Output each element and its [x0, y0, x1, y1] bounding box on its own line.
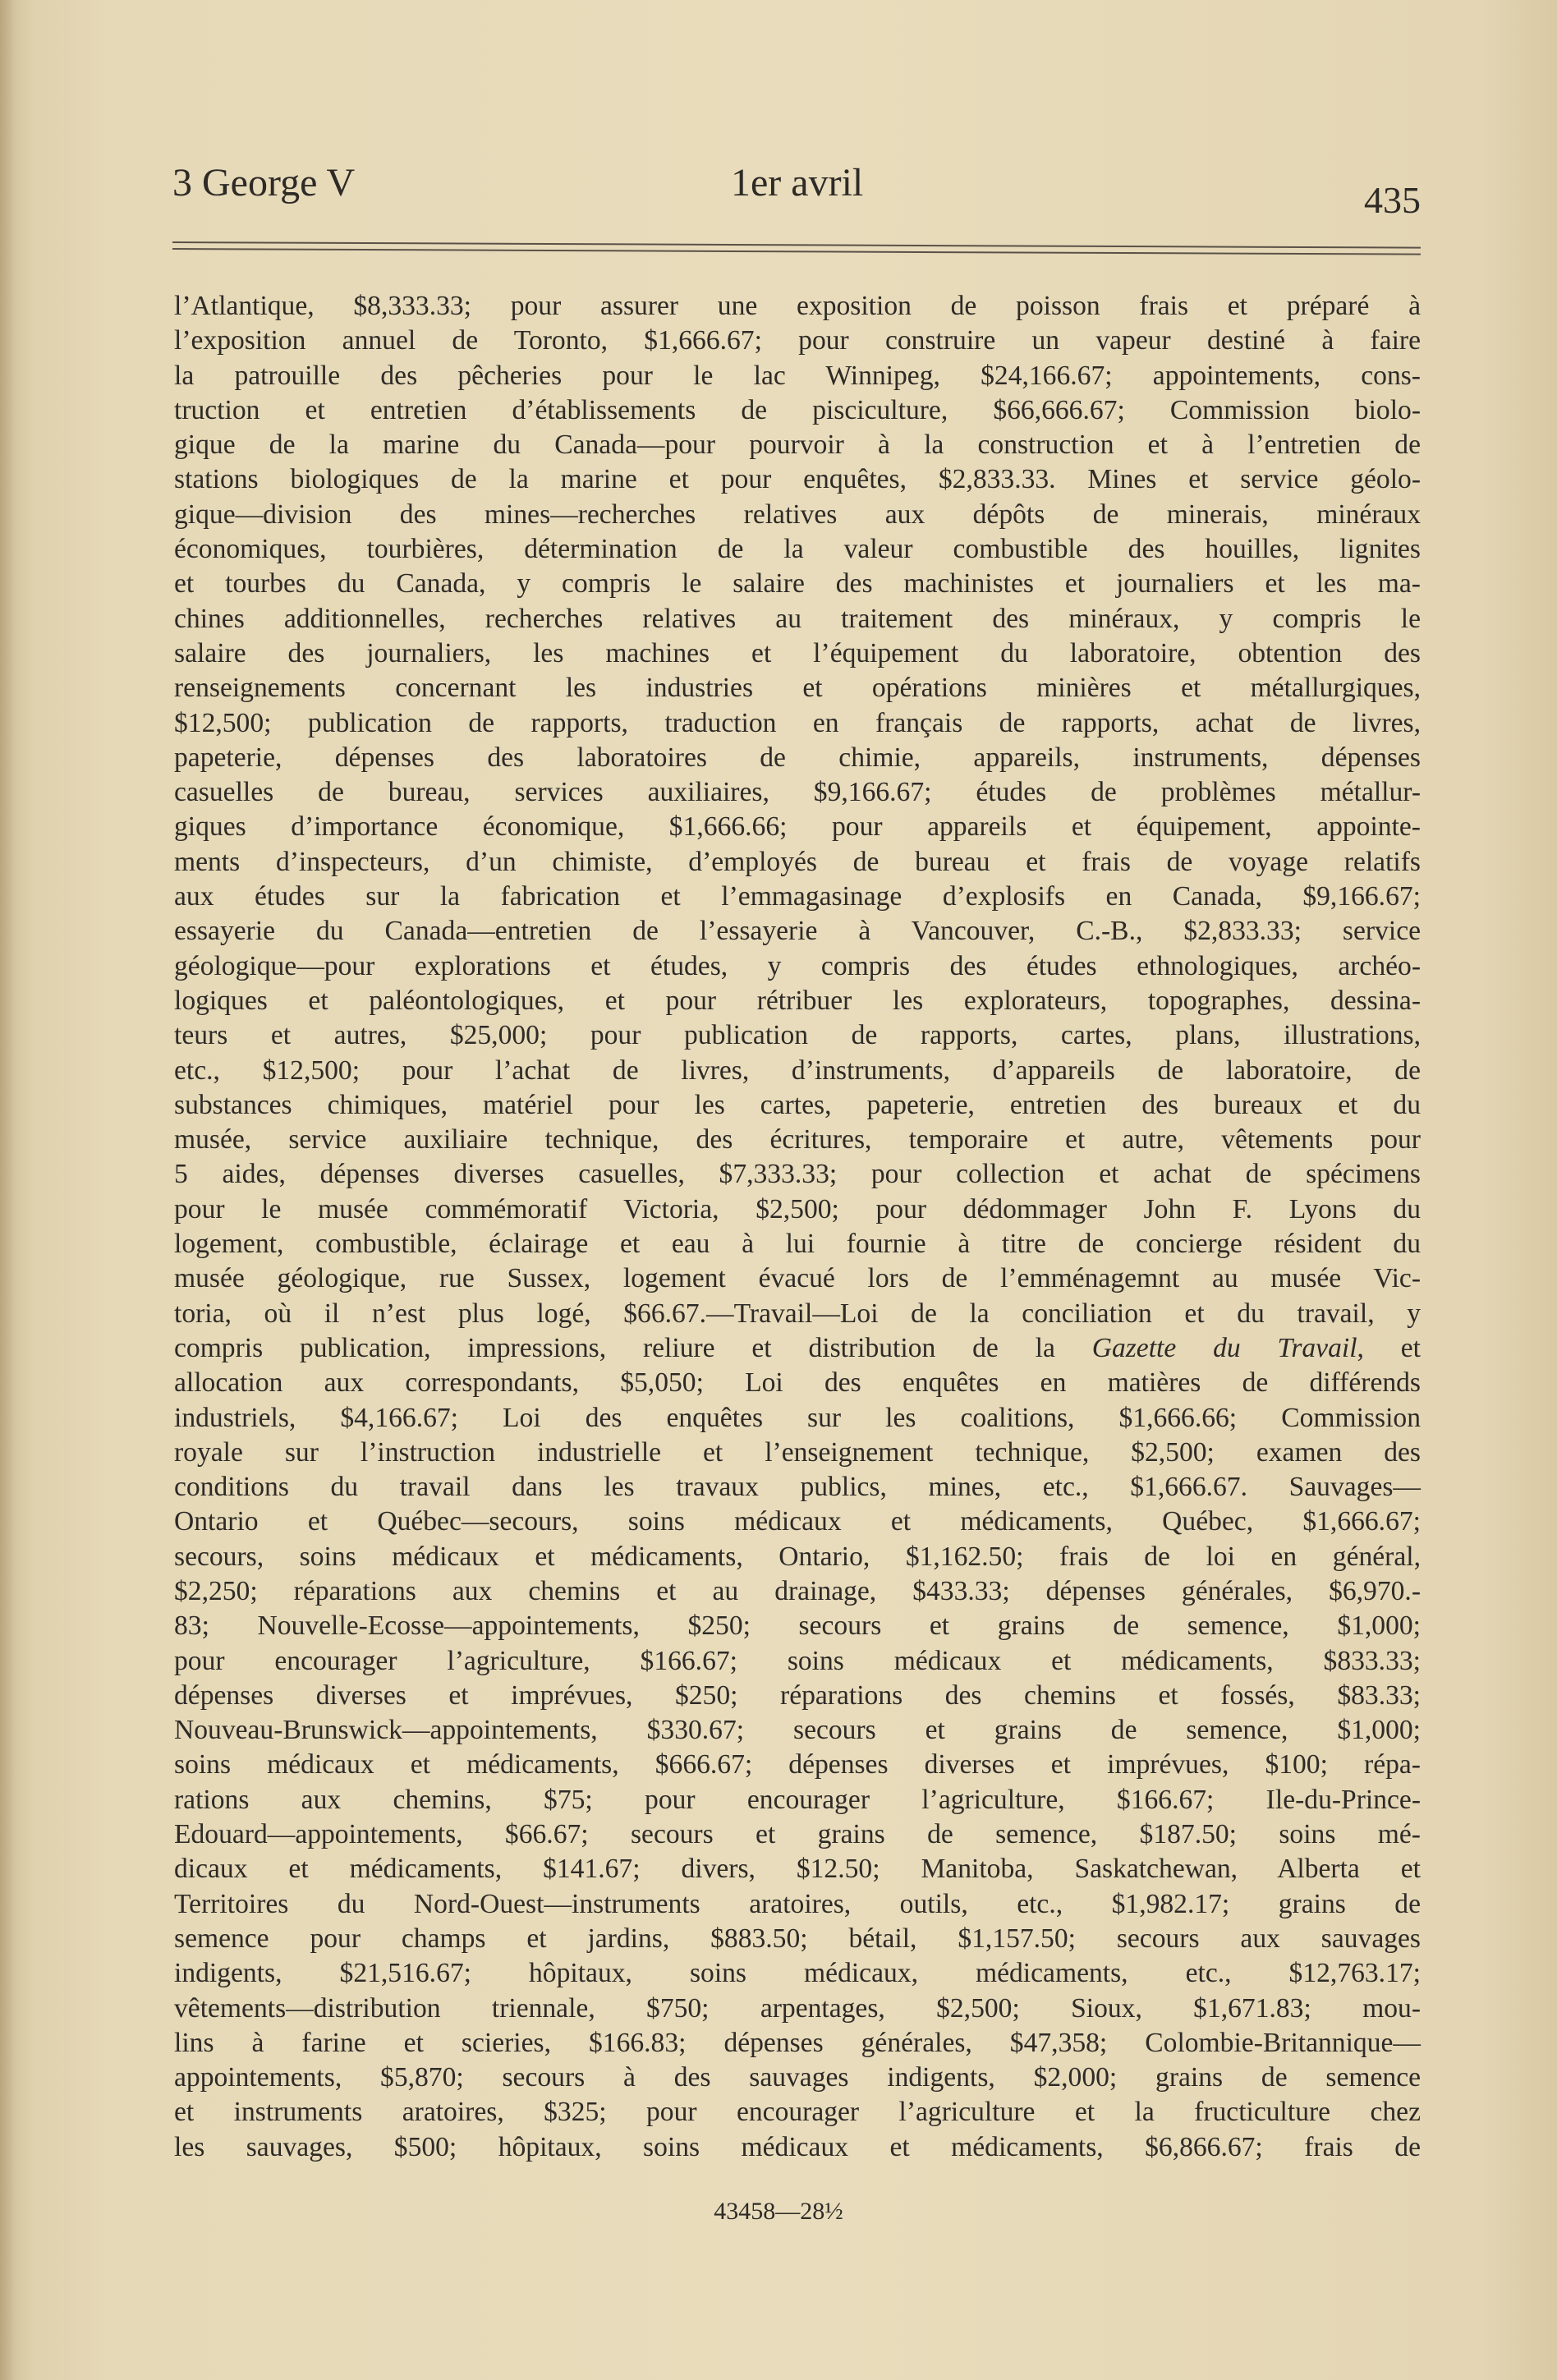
- text-line: soins médicaux et médicaments, $666.67; dépenses diverses et imprévues, $100; répa-: [174, 1749, 1421, 1780]
- header-double-rule: [172, 241, 1421, 255]
- text-line: casuelles de bureau, services auxiliaires, $9,166.67; études de problèmes métallur-: [174, 777, 1421, 808]
- text-line: allocation aux correspondants, $5,050; Loi des enquêtes en matières de différends: [174, 1367, 1421, 1399]
- periodical-title: Gazette du Travail: [1091, 1332, 1357, 1363]
- text-line: 83; Nouvelle-Ecosse—appointements, $250; secours et grains de semence, $1,000;: [174, 1610, 1421, 1642]
- text-line: dicaux et médicaments, $141.67; divers, $12.50; Manitoba, Saskatchewan, Alberta et: [174, 1854, 1421, 1885]
- text-line: Edouard—appointements, $66.67; secours et grains de semence, $187.50; soins mé-: [174, 1819, 1421, 1850]
- text-line: papeterie, dépenses des laboratoires de chimie, appareils, instruments, dépenses: [174, 742, 1421, 773]
- text-line: royale sur l’instruction industrielle et l’enseignement technique, $2,500; examen des: [174, 1436, 1421, 1468]
- text-line: etc., $12,500; pour l’achat de livres, d’instruments, d’appareils de laboratoire, de: [174, 1054, 1421, 1086]
- text-line: $2,250; réparations aux chemins et au drainage, $433.33; dépenses générales, $6,970.-: [174, 1575, 1421, 1606]
- text-line: logement, combustible, éclairage et eau à lui fournie à titre de concierge résident du: [174, 1229, 1421, 1260]
- text-line: l’Atlantique, $8,333.33; pour assurer une exposition de poisson frais et préparé à: [174, 291, 1421, 321]
- text-line: appointements, $5,870; secours à des sauvages indigents, $2,000; grains de semence: [174, 2062, 1421, 2093]
- text-line: géologique—pour explorations et études, y compris des études ethnologiques, archéo-: [174, 950, 1421, 981]
- text-line: économiques, tourbières, détermination de la valeur combustible des houilles, lignites: [174, 534, 1421, 565]
- text-line: conditions du travail dans les travaux publics, mines, etc., $1,666.67. Sauvages—: [174, 1472, 1421, 1503]
- text-line: vêtements—distribution triennale, $750; arpentages, $2,500; Sioux, $1,671.83; mou-: [174, 1992, 1421, 2024]
- running-header: [172, 160, 1421, 226]
- text-line: musée, service auxiliaire technique, des écritures, temporaire et autre, vêtements pour: [174, 1124, 1421, 1156]
- text-line: Nouveau-Brunswick—appointements, $330.67; secours et grains de semence, $1,000;: [174, 1715, 1421, 1746]
- text-line: pour encourager l’agriculture, $166.67; soins médicaux et médicaments, $833.33;: [174, 1645, 1421, 1676]
- text-line: essayerie du Canada—entretien de l’essayerie à Vancouver, C.-B., $2,833.33; service: [174, 916, 1421, 947]
- text-line: indigents, $21,516.67; hôpitaux, soins médicaux, médicaments, etc., $12,763.17;: [174, 1958, 1421, 1989]
- text-line: gique—division des mines—recherches relatives aux dépôts de minerais, minéraux: [174, 499, 1421, 530]
- text-line: truction et entretien d’établissements de pisciculture, $66,666.67; Commission biolo-: [174, 394, 1421, 425]
- text-line: gique de la marine du Canada—pour pourvoir à la construction et à l’entretien de: [174, 430, 1421, 461]
- text-line: 5 aides, dépenses diverses casuelles, $7,333.33; pour collection et achat de spécimens: [174, 1159, 1421, 1190]
- text-line: rations aux chemins, $75; pour encourager l’agriculture, $166.67; Ile-du-Prince-: [174, 1784, 1421, 1815]
- text-line: compris publication, impressions, reliure et distribution de la Gazette du Travail, et: [174, 1332, 1422, 1363]
- text-line: giques d’importance économique, $1,666.66; pour appareils et équipement, appointe-: [174, 811, 1421, 843]
- text-line: les sauvages, $500; hôpitaux, soins médicaux et médicaments, $6,866.67; frais de: [174, 2131, 1421, 2162]
- text-line: $12,500; publication de rapports, traduction en français de rapports, achat de livres,: [174, 707, 1421, 738]
- text-line: logiques et paléontologiques, et pour rétribuer les explorateurs, topographes, dessina-: [174, 985, 1421, 1016]
- text-line: Ontario et Québec—secours, soins médicaux et médicaments, Québec, $1,666.67;: [174, 1506, 1421, 1537]
- text-line: aux études sur la fabrication et l’emmagasinage d’explosifs en Canada, $9,166.67;: [174, 881, 1421, 912]
- text-line: et instruments aratoires, $325; pour encourager l’agriculture et la fructiculture chez: [174, 2097, 1421, 2128]
- text-line: Territoires du Nord-Ouest—instruments aratoires, outils, etc., $1,982.17; grains de: [174, 1888, 1421, 1919]
- header-regnal-year: 3 George V: [172, 161, 356, 204]
- text-line: et tourbes du Canada, y compris le salaire des machinistes et journaliers et les ma-: [174, 568, 1421, 600]
- text-line: ments d’inspecteurs, d’un chimiste, d’employés de bureau et frais de voyage relatifs: [174, 846, 1421, 877]
- text-line: semence pour champs et jardins, $883.50; bétail, $1,157.50; secours aux sauvages: [174, 1923, 1421, 1954]
- text-line: l’exposition annuel de Toronto, $1,666.67; pour construire un vapeur destiné à faire: [174, 325, 1421, 356]
- text-line: la patrouille des pêcheries pour le lac Winnipeg, $24,166.67; appointements, cons-: [174, 360, 1421, 391]
- text-line: renseignements concernant les industries et opérations minières et métallurgiques,: [174, 673, 1421, 704]
- page-edge-shadow: [0, 0, 15, 2380]
- page-number: 435: [1364, 179, 1421, 221]
- text-line: chines additionnelles, recherches relatives au traitement des minéraux, y compris le: [174, 603, 1421, 634]
- text-line: lins à farine et scieries, $166.83; dépenses générales, $47,358; Colombie-Britannique—: [174, 2027, 1421, 2058]
- header-date: 1er avril: [731, 161, 864, 204]
- text-line: industriels, $4,166.67; Loi des enquêtes sur les coalitions, $1,666.66; Commission: [174, 1402, 1421, 1433]
- text-line: toria, où il n’est plus logé, $66.67.—Travail—Loi de la conciliation et du travail, y: [174, 1298, 1421, 1329]
- text-line: secours, soins médicaux et médicaments, Ontario, $1,162.50; frais de loi en général,: [174, 1541, 1421, 1572]
- text-line: salaire des journaliers, les machines et l’équipement du laboratoire, obtention des: [174, 637, 1421, 669]
- text-line: pour le musée commémoratif Victoria, $2,500; pour dédommager John F. Lyons du: [174, 1193, 1421, 1224]
- text-line: musée géologique, rue Sussex, logement évacué lors de l’emménagemnt au musée Vic-: [174, 1263, 1421, 1294]
- text-line: stations biologiques de la marine et pour enquêtes, $2,833.33. Mines et service géolo-: [174, 464, 1421, 495]
- text-line: teurs et autres, $25,000; pour publication de rapports, cartes, plans, illustrations,: [174, 1020, 1421, 1051]
- body-text: [174, 289, 1421, 2165]
- text-line: substances chimiques, matériel pour les cartes, papeterie, entretien des bureaux et du: [174, 1089, 1421, 1120]
- text-line: dépenses diverses et imprévues, $250; réparations des chemins et fossés, $83.33;: [174, 1679, 1421, 1711]
- printer-signature: 43458—28½: [714, 2198, 843, 2225]
